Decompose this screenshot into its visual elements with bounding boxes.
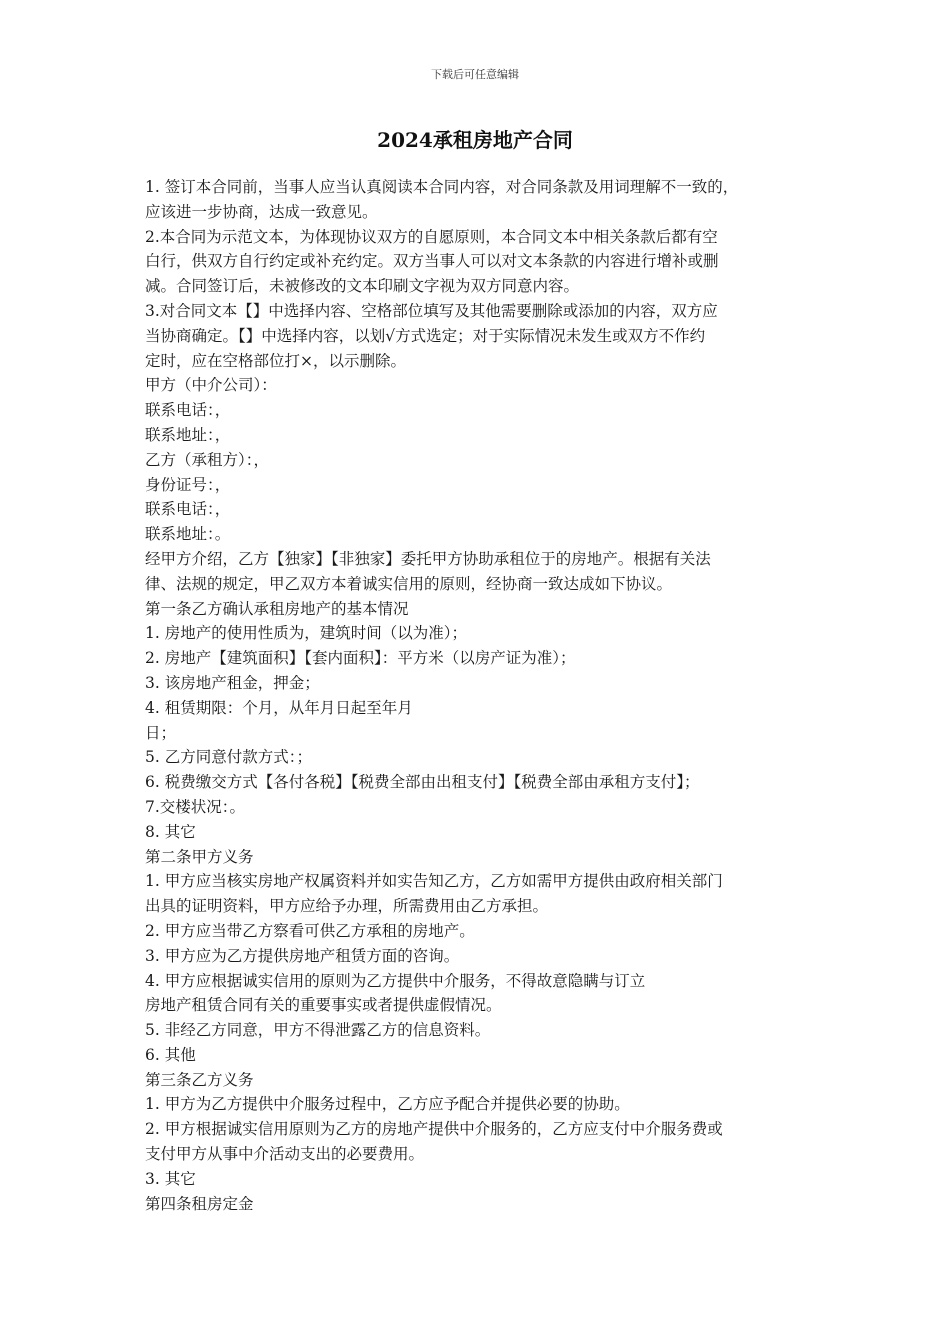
body-line: 3. 甲方应为乙方提供房地产租赁方面的咨询。 (145, 946, 460, 965)
body-line: 律、法规的规定，甲乙双方本着诚实信用的原则，经协商一致达成如下协议。 (145, 574, 673, 593)
header-note: 下载后可任意编辑 (431, 68, 519, 81)
body-line: 1. 签订本合同前，当事人应当认真阅读本合同内容，对合同条款及用词理解不一致的， (145, 178, 739, 196)
body-line: 4. 租赁期限：个月，从年月日起至年月 (145, 698, 413, 717)
contract-body (145, 175, 815, 1216)
body-line: 日； (145, 723, 177, 742)
body-line: 1. 甲方应当核实房地产权属资料并如实告知乙方，乙方如需甲方提供由政府相关部门 (145, 872, 723, 891)
body-line: 白行，供双方自行约定或补充约定。双方当事人可以对文本条款的内容进行增补或删 (145, 252, 719, 271)
body-line: 减。合同签订后，未被修改的文本印刷文字视为双方同意内容。 (145, 277, 580, 296)
body-line: 2. 甲方根据诚实信用原则为乙方的房地产提供中介服务的，乙方应支付中介服务费或 (145, 1120, 723, 1139)
body-line: 经甲方介绍，乙方【独家】【非独家】委托甲方协助承租位于的房地产。根据有关法 (145, 549, 711, 568)
body-line: 房地产租赁合同有关的重要事实或者提供虚假情况。 (145, 996, 502, 1015)
body-line: 6. 其他 (145, 1045, 196, 1064)
body-line: 应该进一步协商，达成一致意见。 (145, 202, 378, 221)
body-line: 3. 其它 (145, 1169, 196, 1188)
body-line: 联系地址：。 (145, 525, 231, 544)
body-line: 联系地址：， (145, 425, 231, 444)
body-line: 第二条甲方义务 (145, 847, 254, 866)
body-line: 5. 非经乙方同意，甲方不得泄露乙方的信息资料。 (145, 1021, 491, 1040)
body-line: 6. 税费缴交方式【各付各税】【税费全部由出租支付】【税费全部由承租方支付】； (145, 773, 700, 792)
body-line: 8. 其它 (145, 822, 196, 841)
body-line: 3. 该房地产租金，押金； (145, 673, 320, 692)
body-line: 3.对合同文本【】中选择内容、空格部位填写及其他需要删除或添加的内容，双方应 (145, 301, 718, 320)
body-line: 1. 甲方为乙方提供中介服务过程中，乙方应予配合并提供必要的协助。 (145, 1095, 630, 1114)
body-line: 当协商确定。【】中选择内容，以划√方式选定；对于实际情况未发生或双方不作约 (145, 326, 706, 345)
body-line: 第一条乙方确认承租房地产的基本情况 (145, 599, 409, 618)
body-line: 定时，应在空格部位打×，以示删除。 (145, 351, 406, 370)
body-line: 第三条乙方义务 (145, 1070, 254, 1089)
body-line: 第四条租房定金 (145, 1194, 254, 1213)
body-line: 甲方（中介公司）： (145, 376, 277, 395)
body-line: 联系电话：， (145, 401, 231, 420)
body-line: 联系电话：， (145, 500, 231, 519)
body-line: 7.交楼状况：。 (145, 797, 246, 816)
body-line: 1. 房地产的使用性质为，建筑时间（以为准）； (145, 624, 467, 643)
document-title: 2024承租房地产合同 (377, 128, 573, 152)
body-line: 2. 甲方应当带乙方察看可供乙方承租的房地产。 (145, 921, 475, 940)
body-line: 4. 甲方应根据诚实信用的原则为乙方提供中介服务，不得故意隐瞒与订立 (145, 971, 646, 990)
body-line: 乙方（承租方）：， (145, 450, 270, 469)
body-line: 支付甲方从事中介活动支出的必要费用。 (145, 1145, 425, 1164)
body-line: 2.本合同为示范文本，为体现协议双方的自愿原则，本合同文本中相关条款后都有空 (145, 227, 718, 246)
body-line: 出具的证明资料，甲方应给予办理，所需费用由乙方承担。 (145, 897, 549, 916)
body-line: 2. 房地产【建筑面积】【套内面积】：平方米（以房产证为准）； (145, 649, 576, 668)
body-line: 身份证号：， (145, 475, 231, 494)
body-line: 5. 乙方同意付款方式：； (145, 748, 312, 767)
